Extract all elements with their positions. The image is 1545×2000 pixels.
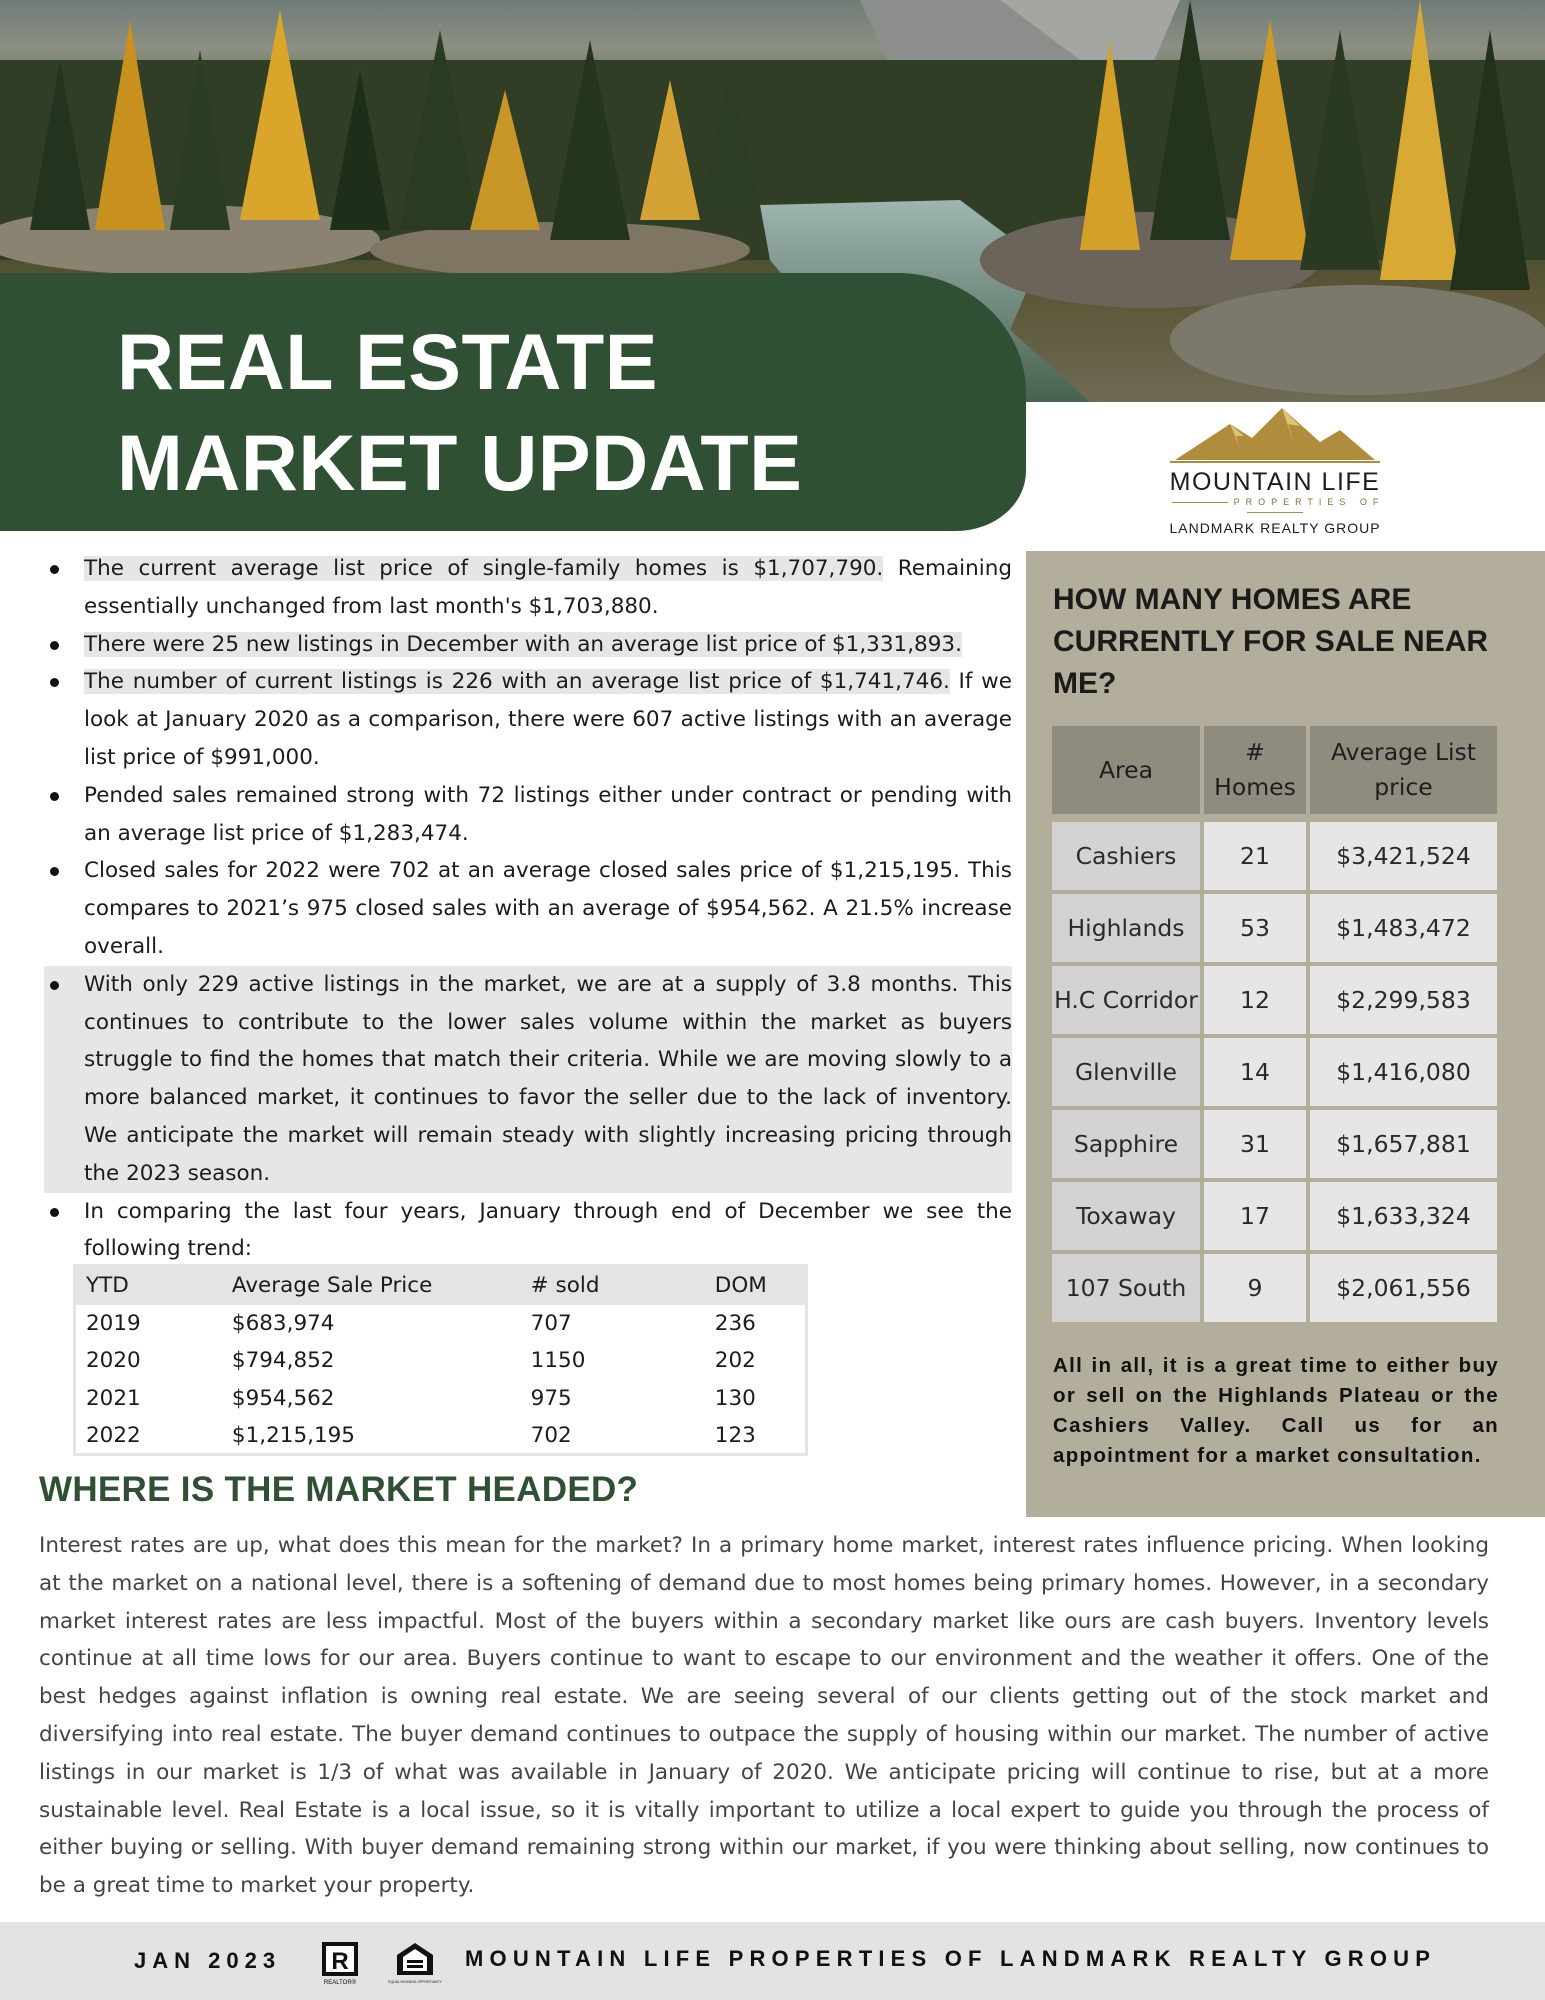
column-header: Area xyxy=(1052,726,1200,814)
market-body: Interest rates are up, what does this mean for the market? In a primary home market, interest rates influence pricing. When looking at the market on a national level, there is a softening of demand due to most homes being primary homes. However, in a secondary market interest rates are less impactful. Most of the buyers within a secondary market like ours are cash buyers. Inventory levels continue at all time lows for our area. Buyers continue to want to escape to our environment and the weather it offers. One of the best hedges against inflation is owning real estate. We are seeing several of our clients getting out of the stock market and diversifying into real estate. The buyer demand continues to outpace the supply of housing within our market. The number of active listings in our market is 1/3 of what was available in January of 2020. We anticipate pricing will continue to rise, but at a more sustainable level. Real Estate is a local issue, so it is vitally important to utilize a local expert to guide you through the process of either buying or selling. With buyer demand remaining strong within our market, if you were thinking about selling, now continues to be a great time to market your property. xyxy=(39,1533,1489,1899)
footer-organization: MOUNTAIN LIFE PROPERTIES OF LANDMARK REALTY GROUP xyxy=(465,1946,1437,1971)
table-cell: 2022 xyxy=(86,1422,141,1448)
table-cell: $794,852 xyxy=(231,1348,335,1374)
market-heading: WHERE IS THE MARKET HEADED? xyxy=(39,1470,639,1509)
home-count: 14 xyxy=(1204,1038,1306,1106)
bullet-item xyxy=(44,550,1012,626)
page-title xyxy=(117,311,802,513)
bullet-item xyxy=(44,852,1012,965)
area-name: Cashiers xyxy=(1052,822,1200,890)
table-cell: 123 xyxy=(714,1422,756,1448)
logo-group: LANDMARK REALTY GROUP xyxy=(1169,520,1381,536)
bullet-item xyxy=(44,777,1012,853)
bullet-text: Pended sales remained strong with 72 listings either under contract or pending with an average list price of $1,283,474. xyxy=(84,782,1012,846)
bullet-highlight: The current average list price of single-family homes is $1,707,790. xyxy=(84,556,884,581)
bullet-item xyxy=(44,1193,1012,1269)
column-header: Average Sale Price xyxy=(222,1266,521,1305)
title-banner xyxy=(0,273,1026,531)
avg-list-price: $1,657,881 xyxy=(1310,1110,1497,1178)
area-name: Glenville xyxy=(1052,1038,1200,1106)
table-cell: 236 xyxy=(714,1310,756,1336)
sidebar-heading: HOW MANY HOMES ARE CURRENTLY FOR SALE NEAR ME? xyxy=(1053,583,1489,700)
table-cell: 975 xyxy=(530,1385,572,1411)
area-name: Toxaway xyxy=(1052,1182,1200,1250)
table-header-row xyxy=(75,1266,807,1305)
table-cell: $683,974 xyxy=(231,1310,335,1336)
table-cell: 2020 xyxy=(86,1348,141,1374)
table-cell: $954,562 xyxy=(231,1385,335,1411)
table-row xyxy=(1052,1038,1497,1106)
table-row xyxy=(75,1342,807,1380)
title-line-2: MARKET UPDATE xyxy=(117,418,803,507)
bullet-item xyxy=(44,663,1012,776)
svg-text:R: R xyxy=(331,1948,349,1975)
bullet-text: Closed sales for 2022 were 702 at an average closed sales price of $1,215,195. This compares to 2021’s 975 closed sales with an average of $954,562. A 21.5% increase overall. xyxy=(84,858,1012,959)
bullet-text: In comparing the last four years, January through end of December we see the following trend: xyxy=(84,1198,1012,1262)
homes-for-sale-sidebar xyxy=(1026,551,1545,1517)
table-cell: 2021 xyxy=(86,1385,141,1411)
table-row xyxy=(1052,1182,1497,1250)
column-header: # Homes xyxy=(1204,726,1306,814)
home-count: 17 xyxy=(1204,1182,1306,1250)
bullet-text: Remaining essentially unchanged from last month's $1,703,880. xyxy=(84,556,1012,619)
table-row xyxy=(1052,966,1497,1034)
logo-sub-text: PROPERTIES OF xyxy=(1233,497,1385,507)
issue-date: JAN 2023 xyxy=(134,1948,282,1973)
table-row xyxy=(75,1380,807,1418)
table-row xyxy=(1052,1110,1497,1178)
logo-name: MOUNTAIN LIFE xyxy=(1169,468,1381,496)
area-name: Highlands xyxy=(1052,894,1200,962)
area-name: H.C Corridor xyxy=(1052,966,1200,1034)
table-cell: 2019 xyxy=(86,1310,141,1336)
mountain-logo-icon xyxy=(1170,402,1380,466)
avg-list-price: $3,421,524 xyxy=(1310,822,1497,890)
bullet-highlight: With only 229 active listings in the market, we are at a supply of 3.8 months. This continues to contribute to the lower sales volume within the market as buyers struggle to find the homes that match their criteria. While we are moving slowly to a more balanced market, it continues to favor the seller due to the lack of inventory. We anticipate the market will remain steady with slightly increasing pricing through the 2023 season. xyxy=(84,971,1012,1186)
avg-list-price: $1,483,472 xyxy=(1310,894,1497,962)
home-count: 21 xyxy=(1204,822,1306,890)
bullet-highlight: The number of current listings is 226 with an average list price of $1,741,746. xyxy=(84,669,950,695)
avg-list-price: $1,416,080 xyxy=(1310,1038,1497,1106)
home-count: 53 xyxy=(1204,894,1306,962)
avg-list-price: $2,299,583 xyxy=(1310,966,1497,1034)
bullet-highlight: There were 25 new listings in December with an average list price of $1,331,893. xyxy=(84,631,962,657)
realtor-label: REALTOR® xyxy=(323,1980,357,1986)
logo-sub xyxy=(1150,497,1400,517)
table-cell: 202 xyxy=(714,1348,756,1374)
area-name: 107 South xyxy=(1052,1254,1200,1322)
table-row xyxy=(75,1417,807,1455)
table-row xyxy=(75,1305,807,1343)
area-listings-table xyxy=(1048,722,1501,1326)
sidebar-call-to-action: All in all, it is a great time to either buy or sell on the Highlands Plateau or the Cashiers Valley. Call us for an appointment for a market consultation. xyxy=(1053,1354,1499,1467)
area-name: Sapphire xyxy=(1052,1110,1200,1178)
column-header: Average List price xyxy=(1310,726,1497,814)
table-header-row xyxy=(1052,726,1497,814)
ytd-sales-table xyxy=(73,1264,808,1456)
table-row xyxy=(1052,822,1497,890)
column-header: YTD xyxy=(75,1266,222,1305)
bullet-item xyxy=(44,626,1012,664)
column-header: # sold xyxy=(521,1266,705,1305)
footer-bar xyxy=(0,1922,1545,2000)
home-count: 9 xyxy=(1204,1254,1306,1322)
avg-list-price: $2,061,556 xyxy=(1310,1254,1497,1322)
bullet-item xyxy=(44,966,1012,1193)
column-header: DOM xyxy=(705,1266,807,1305)
table-cell: 702 xyxy=(530,1422,572,1448)
eho-label: EQUAL HOUSING OPPORTUNITY xyxy=(388,1980,442,1984)
avg-list-price: $1,633,324 xyxy=(1310,1182,1497,1250)
table-cell: 707 xyxy=(530,1310,572,1336)
bullet-text: If we look at January 2020 as a comparison, there were 607 active listings with an average list price of $991,000. xyxy=(84,669,1012,770)
title-line-1: REAL ESTATE xyxy=(117,317,658,406)
home-count: 31 xyxy=(1204,1110,1306,1178)
market-bullets xyxy=(44,550,1012,1268)
realtor-icon xyxy=(320,1940,360,1986)
home-count: 12 xyxy=(1204,966,1306,1034)
equal-housing-icon xyxy=(388,1940,442,1986)
table-row xyxy=(1052,1254,1497,1322)
table-cell: 1150 xyxy=(530,1348,586,1374)
table-cell: 130 xyxy=(714,1385,756,1411)
table-cell: $1,215,195 xyxy=(231,1422,355,1448)
company-logo xyxy=(1150,402,1400,542)
table-row xyxy=(1052,894,1497,962)
